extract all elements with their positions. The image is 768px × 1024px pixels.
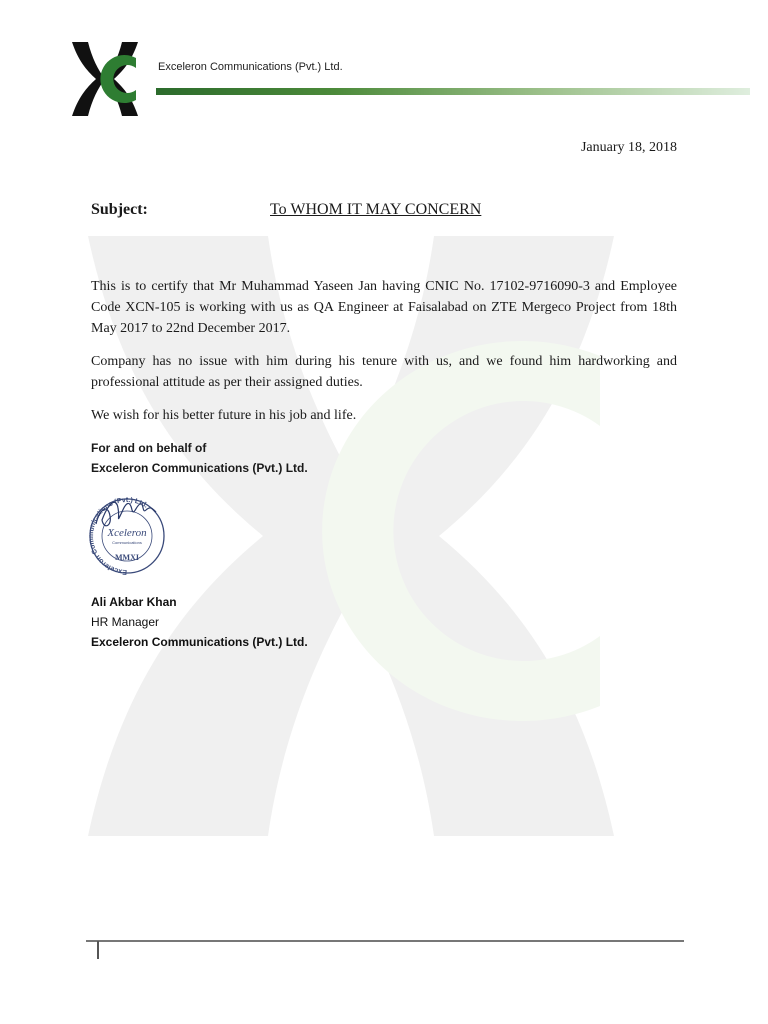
signatory-company: Exceleron Communications (Pvt.) Ltd. xyxy=(91,635,308,649)
signatory-block xyxy=(91,592,308,652)
header-rule xyxy=(156,88,750,95)
signoff xyxy=(91,438,308,478)
subject-text: To WHOM IT MAY CONCERN xyxy=(270,201,482,218)
subject-label: Subject: xyxy=(91,201,148,218)
header-company-name: Exceleron Communications (Pvt.) Ltd. xyxy=(158,61,343,73)
body-paragraph: This is to certify that Mr Muhammad Yaseen Jan having CNIC No. 17102-9716090-3 and Employee Code XCN-105 is working with us as QA Engineer at Faisalabad on ZTE Mergeco Project from 18th May 2017 to 22nd December 2017. xyxy=(91,279,677,336)
stamp-ring-text: Exceleron Communications (Pvt.) Ltd. xyxy=(87,496,149,576)
footer-tick xyxy=(97,941,99,959)
body-paragraph: We wish for his better future in his job and life. xyxy=(91,408,357,423)
company-stamp xyxy=(86,490,168,580)
letter-body xyxy=(91,276,677,438)
stamp-center-text: Xceleron xyxy=(107,527,147,539)
signatory-name: Ali Akbar Khan xyxy=(91,595,177,609)
body-paragraph: Company has no issue with him during his tenure with us, and we found him hardworking and professional attitude as per their assigned duties. xyxy=(91,354,677,390)
company-logo-icon xyxy=(72,42,138,116)
stamp-center-sub: Communications xyxy=(112,540,142,545)
signoff-company: Exceleron Communications (Pvt.) Ltd. xyxy=(91,461,308,475)
footer-rule xyxy=(86,940,684,942)
letter-date: January 18, 2018 xyxy=(580,140,677,155)
signoff-line: For and on behalf of xyxy=(91,441,207,455)
signatory-title: HR Manager xyxy=(91,615,160,629)
stamp-year: MMXI xyxy=(115,553,139,562)
